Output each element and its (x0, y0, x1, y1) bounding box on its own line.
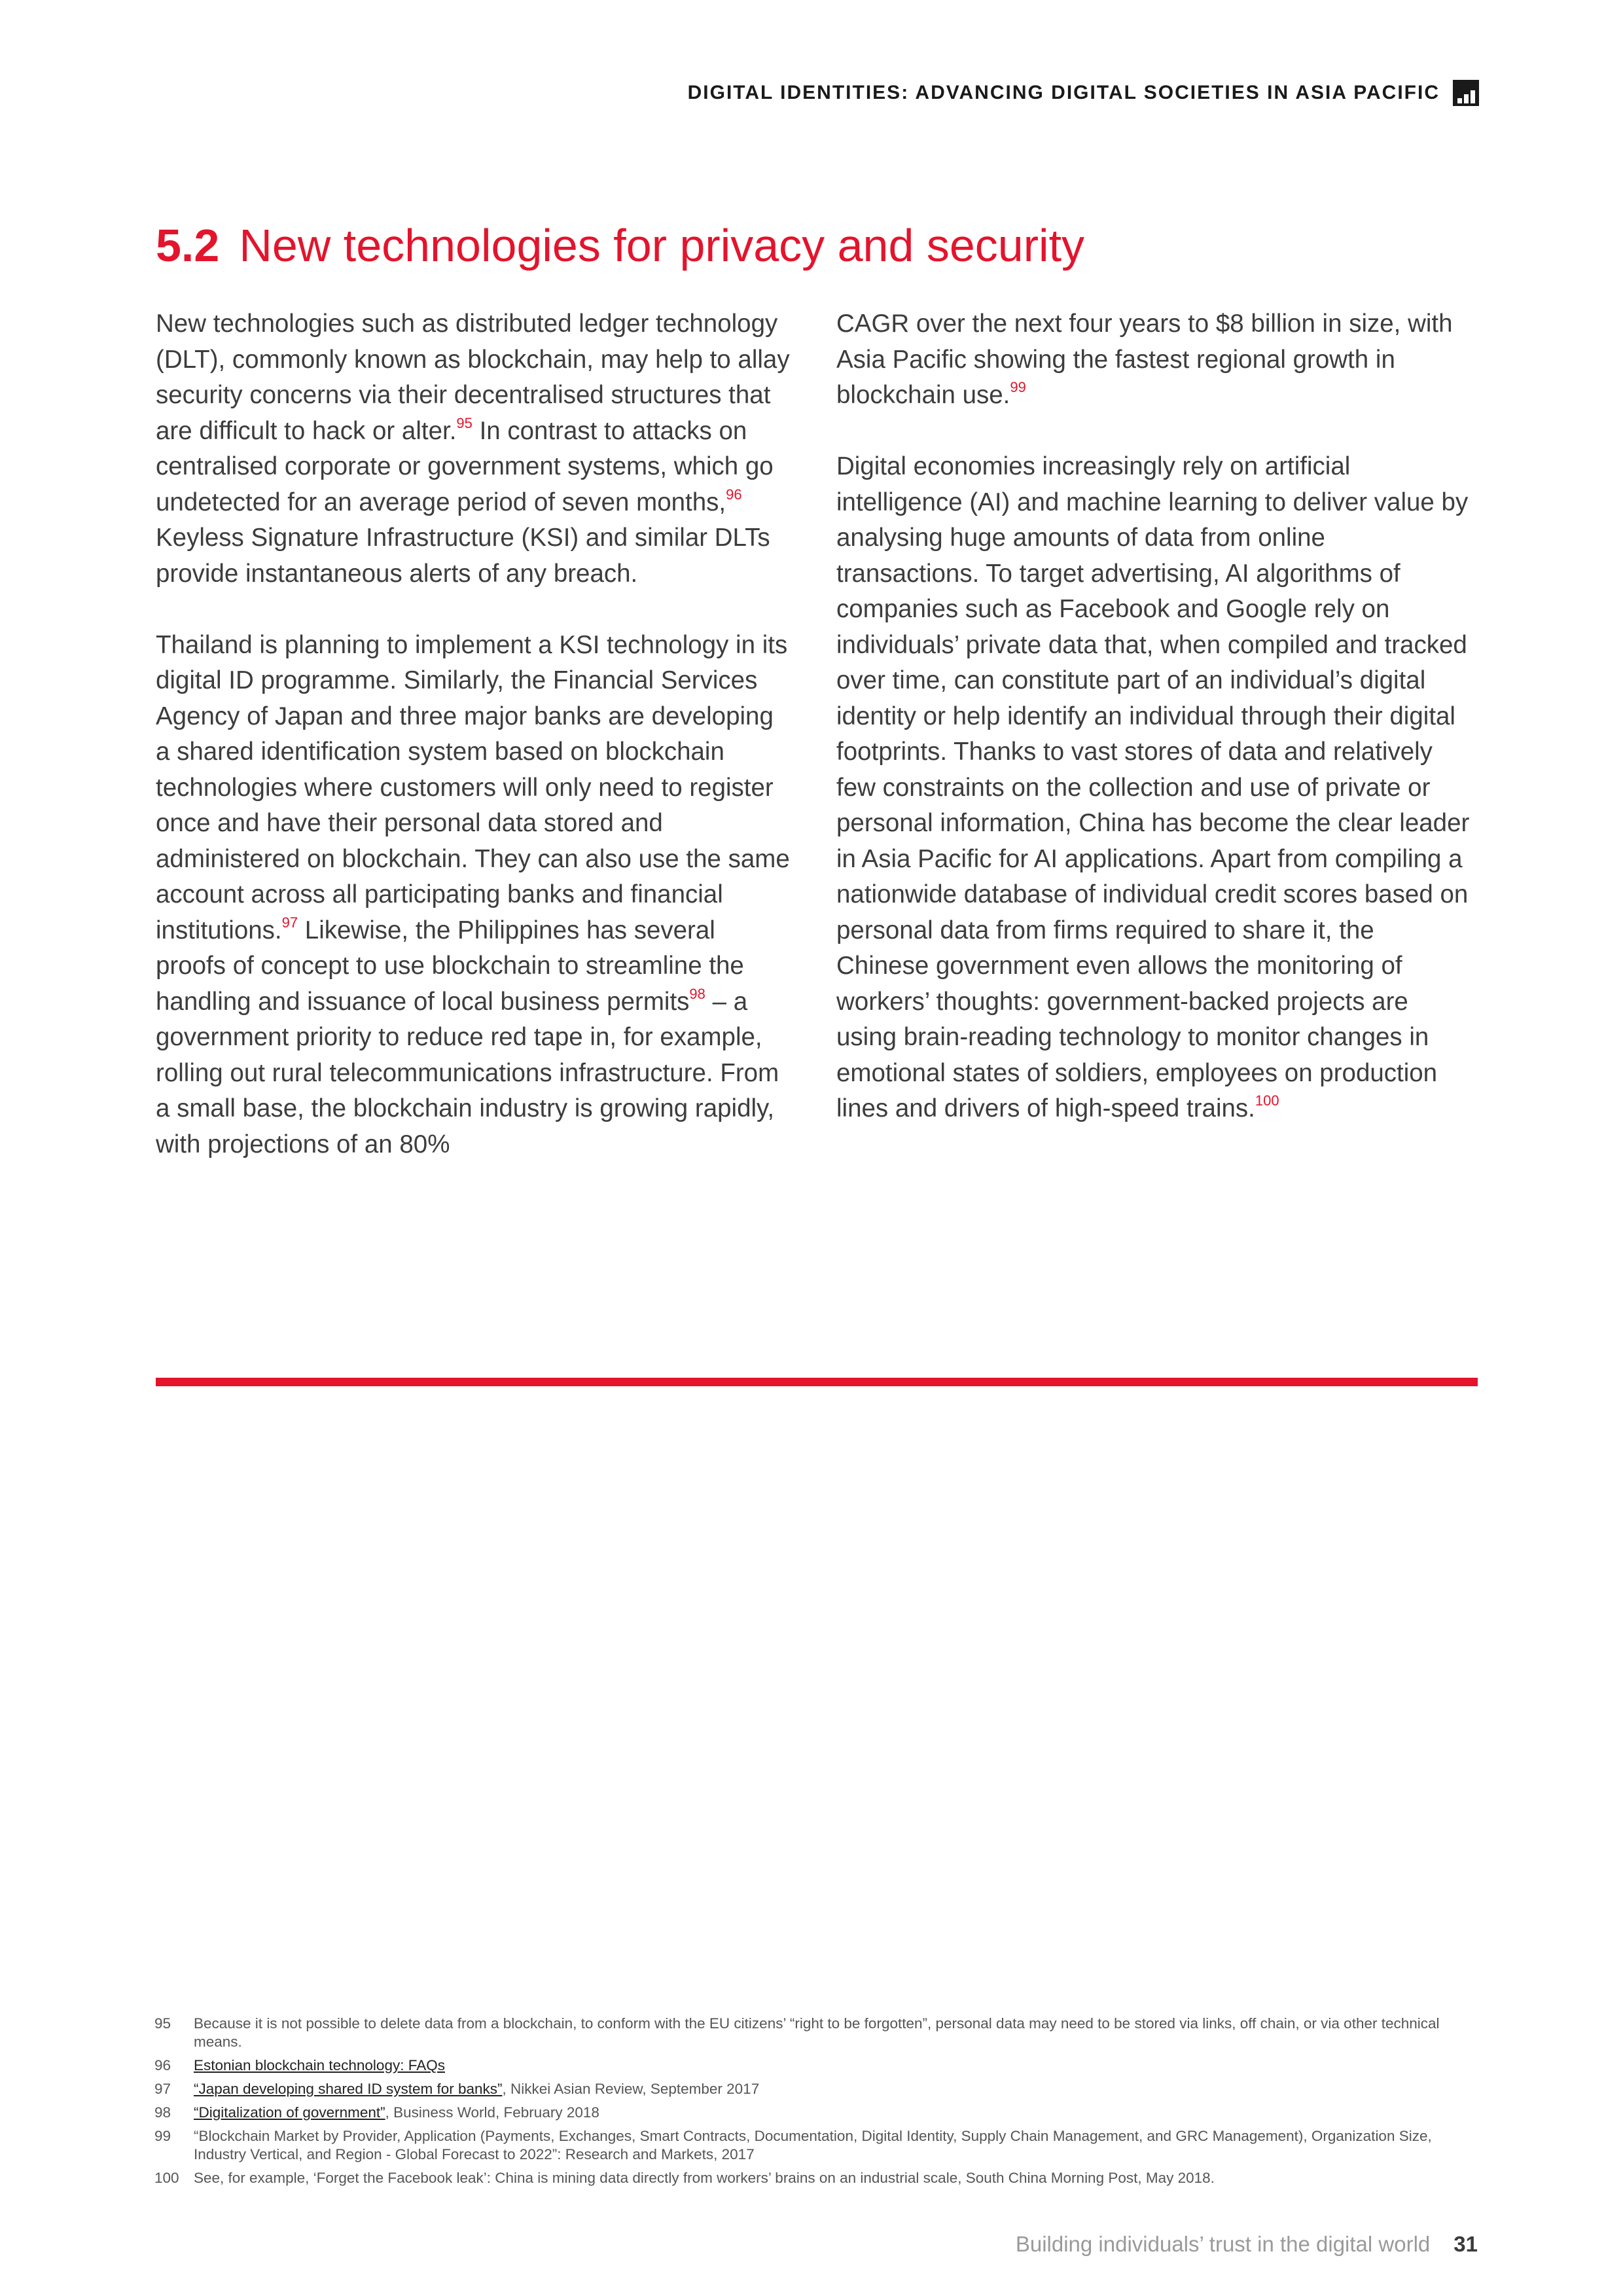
footnote: 95 Because it is not possible to delete data from a blockchain, to conform with the EU citizens’ “right to be forgotten”, personal data may need to be stored via links, off chain, or via other technical means. (154, 2015, 1440, 2050)
section-title: New technologies for privacy and security (239, 220, 1085, 271)
footnote: 99 “Blockchain Market by Provider, Application (Payments, Exchanges, Smart Contracts, Documentation, Digital Identity, Supply Chain Management, and GRC Management), Organization Size, Industry Vertical, and Region - Global Forecast to 2022”: Research and Markets, 2017 (154, 2128, 1432, 2162)
running-title: DIGITAL IDENTITIES: ADVANCING DIGITAL SOCIETIES IN ASIA PACIFIC (687, 82, 1440, 103)
footnote-link[interactable]: Estonian blockchain technology: FAQs (194, 2057, 445, 2073)
footnote-link[interactable]: “Japan developing shared ID system for banks” (194, 2081, 503, 2097)
paragraph: Digital economies increasingly rely on artificial intelligence (AI) and machine learning to deliver value by analysing huge amounts of data from online transactions. To target advertising, AI algorithms of companies such as Facebook and Google rely on individuals’ private data that, when compiled and tracked over time, can constitute part of an individual’s digital identity or help identify an individual through their digital footprints. Thanks to vast stores of data and relatively few constraints on the collection and use of private or personal information, China has become the clear leader in Asia Pacific for AI applications. Apart from compiling a nationwide database of individual credit scores based on personal data from firms required to share it, the Chinese government even allows the monitoring of workers’ thoughts: government-backed projects are using brain-reading technology to monitor changes in emotional states of soldiers, employees on production lines and drivers of high-speed trains.$^{100}$ (836, 452, 1470, 1122)
paragraph: New technologies such as distributed ledger technology (DLT), commonly known as blockchain, may help to allay security concerns via their decentralised structures that are difficult to hack or alter.$^{95}$ In contrast to attacks on centralised corporate or government systems, which go undetected for an average period of seven months,$^{96}$ Keyless Signature Infrastructure (KSI) and similar DLTs provide instantaneous alerts of any breach. (156, 310, 790, 588)
footnote: 100 See, for example, ‘Forget the Facebook leak’: China is mining data directly from workers’ brains on an industrial scale, South China Morning Post, May 2018. (154, 2170, 1215, 2186)
footnote-link[interactable]: “Digitalization of government” (194, 2104, 385, 2121)
section-divider (156, 1378, 1478, 1386)
running-header (688, 80, 1479, 106)
paragraph: Thailand is planning to implement a KSI technology in its digital ID programme. Similarly, the Financial Services Agency of Japan and three major banks are developing a shared identification system based on blockchain technologies where customers will only need to register once and have their personal data stored and administered on blockchain. They can also use the same account across all participating banks and financial institutions.$^{97}$ Likewise, the Philippines has several proofs of concept to use blockchain to streamline the handling and issuance of local business permits$^{98}$ – a government priority to reduce red tape in, for example, rolling out rural telecommunications infrastructure. From a small base, the blockchain industry is growing rapidly, with projections of an 80% (156, 630, 790, 1158)
footnotes (154, 2015, 1476, 2193)
paragraph: CAGR over the next four years to $8 billion in size, with Asia Pacific showing the fastest regional growth in blockchain use.$^{99}$ (836, 310, 1453, 409)
page-number: 31 (1454, 2232, 1478, 2256)
footnote-ref[interactable]: 95 (456, 414, 473, 431)
footnote: 96 Estonian blockchain technology: FAQs (154, 2057, 445, 2073)
footnote-ref[interactable]: 99 (1010, 379, 1026, 395)
section-number: 5.2 (156, 220, 220, 271)
footnote: 98 “Digitalization of government”, Business World, February 2018 (154, 2104, 599, 2121)
section-heading (156, 220, 1085, 271)
gsma-logo-icon (1453, 80, 1479, 106)
footer-tagline: Building individuals’ trust in the digital world (1015, 2232, 1431, 2256)
footnote-ref[interactable]: 98 (689, 985, 705, 1002)
page-footer (1016, 2232, 1478, 2257)
footnote-ref[interactable]: 100 (1255, 1092, 1279, 1109)
right-column (836, 306, 1471, 1162)
footnote-ref[interactable]: 97 (281, 914, 298, 931)
left-column (156, 306, 791, 1198)
footnote-ref[interactable]: 96 (726, 486, 742, 503)
footnote: 97 “Japan developing shared ID system for banks”, Nikkei Asian Review, September 2017 (154, 2081, 760, 2097)
